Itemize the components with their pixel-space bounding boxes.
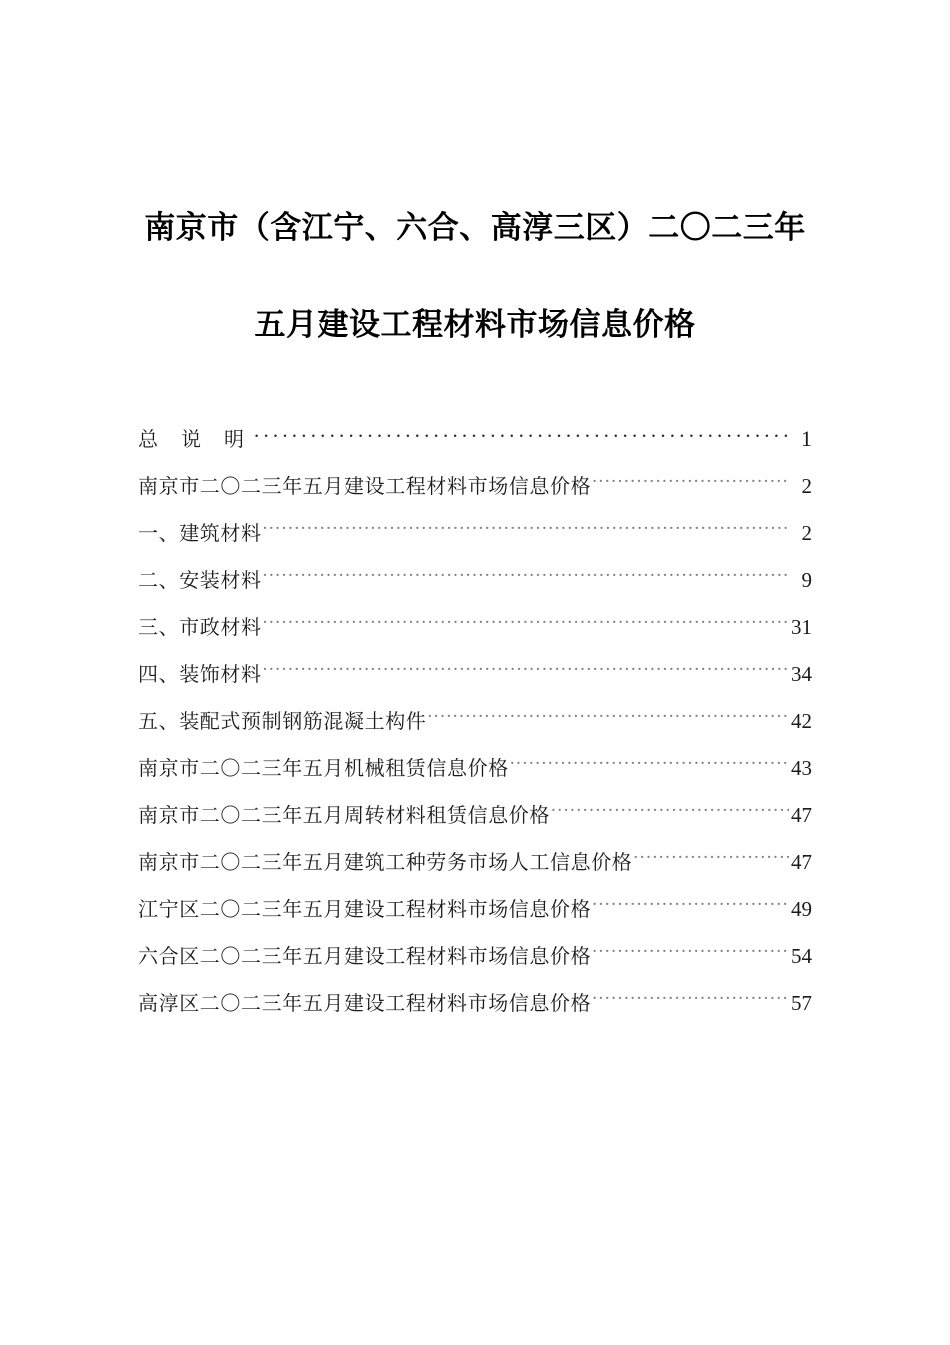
toc-entry-label: 总 说 明 <box>138 429 253 451</box>
table-of-contents <box>138 424 812 1035</box>
toc-entry-label: 南京市二〇二三年五月机械租赁信息价格 <box>138 758 509 780</box>
toc-entry-label: 南京市二〇二三年五月周转材料租赁信息价格 <box>138 805 550 827</box>
toc-entry-label: 四、装饰材料 <box>138 664 262 686</box>
toc-entry-label: 五、装配式预制钢筋混凝土构件 <box>138 711 427 733</box>
toc-leader-dots <box>263 614 789 634</box>
toc-leader-dots <box>263 661 789 681</box>
toc-entry[interactable] <box>138 894 812 941</box>
toc-entry[interactable] <box>138 753 812 800</box>
toc-entry[interactable] <box>138 988 812 1035</box>
toc-entry-page-number: 2 <box>801 521 812 545</box>
toc-entry-label: 一、建筑材料 <box>138 523 262 545</box>
document-title <box>120 206 830 347</box>
toc-entry-label: 六合区二〇二三年五月建设工程材料市场信息价格 <box>138 946 592 968</box>
toc-entry-page-number: 54 <box>791 944 812 968</box>
toc-entry-label: 二、安装材料 <box>138 570 262 592</box>
toc-entry[interactable] <box>138 518 812 565</box>
toc-entry-page-number: 9 <box>801 568 812 592</box>
toc-entry-page-number: 42 <box>791 709 812 733</box>
toc-entry-label: 南京市二〇二三年五月建筑工种劳务市场人工信息价格 <box>138 852 633 874</box>
toc-entry[interactable] <box>138 800 812 847</box>
toc-leader-dots <box>592 473 789 493</box>
toc-leader-dots <box>254 426 789 446</box>
toc-entry-page-number: 31 <box>791 615 812 639</box>
toc-entry-page-number: 47 <box>791 850 812 874</box>
toc-leader-dots <box>551 802 789 822</box>
toc-leader-dots <box>592 943 789 963</box>
toc-leader-dots <box>633 849 789 869</box>
toc-entry[interactable] <box>138 659 812 706</box>
document-title-line-1: 南京市（含江宁、六合、高淳三区）二〇二三年 <box>144 210 806 246</box>
toc-leader-dots <box>263 520 789 540</box>
document-title-line-2: 五月建设工程材料市场信息价格 <box>254 307 696 343</box>
toc-entry-page-number: 49 <box>791 897 812 921</box>
toc-entry-page-number: 57 <box>791 991 812 1015</box>
toc-entry-page-number: 34 <box>791 662 812 686</box>
toc-entry-page-number: 2 <box>801 474 812 498</box>
toc-entry-page-number: 47 <box>791 803 812 827</box>
toc-leader-dots <box>592 896 789 916</box>
toc-entry-label: 三、市政材料 <box>138 617 262 639</box>
toc-entry[interactable] <box>138 471 812 518</box>
toc-leader-dots <box>592 990 789 1010</box>
toc-entry[interactable] <box>138 424 812 471</box>
toc-entry[interactable] <box>138 612 812 659</box>
toc-entry[interactable] <box>138 706 812 753</box>
toc-entry-page-number: 1 <box>801 426 812 451</box>
toc-entry[interactable] <box>138 565 812 612</box>
toc-entry-label: 高淳区二〇二三年五月建设工程材料市场信息价格 <box>138 993 592 1015</box>
toc-leader-dots <box>510 755 789 775</box>
toc-entry-label: 南京市二〇二三年五月建设工程材料市场信息价格 <box>138 476 592 498</box>
toc-entry[interactable] <box>138 847 812 894</box>
toc-leader-dots <box>427 708 789 728</box>
toc-entry-page-number: 43 <box>791 756 812 780</box>
toc-entry[interactable] <box>138 941 812 988</box>
toc-leader-dots <box>263 567 789 587</box>
toc-entry-label: 江宁区二〇二三年五月建设工程材料市场信息价格 <box>138 899 592 921</box>
